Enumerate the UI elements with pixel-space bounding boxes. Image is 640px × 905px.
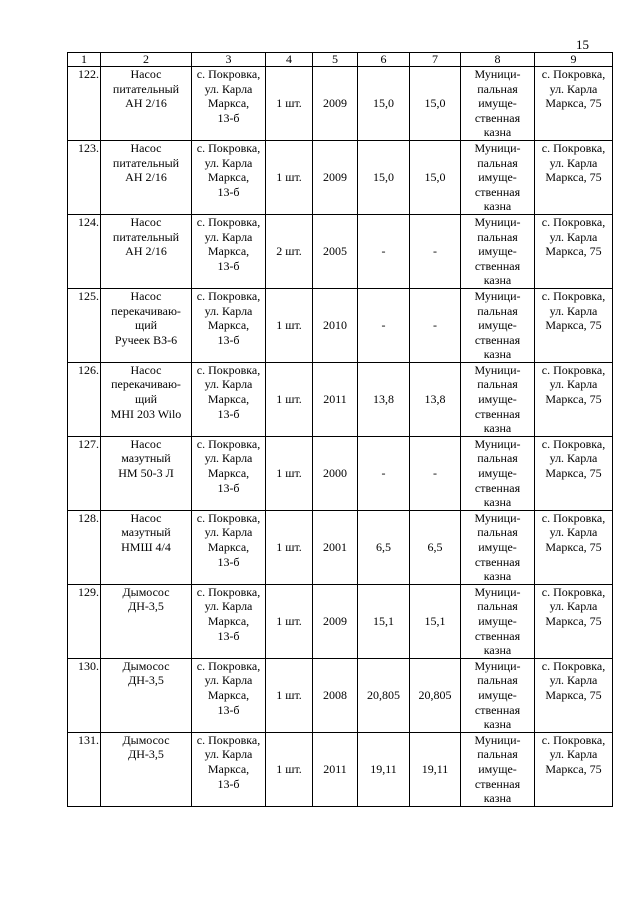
address-line: с. Покровка,	[196, 140, 261, 155]
owner-line: имуще-	[478, 244, 517, 259]
address-cell	[192, 510, 266, 584]
location-line: ул. Карла	[549, 747, 598, 762]
value-cell: -	[358, 214, 410, 288]
owner-cell	[461, 584, 535, 658]
item-name-line: Дымосос	[122, 658, 170, 673]
item-name-cell	[101, 584, 192, 658]
inventory-table	[67, 52, 613, 807]
address-line: ул. Карла	[204, 673, 253, 688]
address-line: ул. Карла	[204, 81, 253, 96]
item-name-line: Дымосос	[122, 584, 170, 599]
item-name-cell	[101, 362, 192, 436]
location-line: с. Покровка,	[541, 584, 606, 599]
owner-cell	[461, 67, 535, 141]
table-row	[68, 436, 613, 510]
address-cell	[192, 584, 266, 658]
header-cell: 7	[410, 53, 461, 67]
year-cell: 2001	[313, 510, 358, 584]
value-cell: 13,8	[358, 362, 410, 436]
item-name-line: MHI 203 Wilo	[110, 406, 182, 421]
table-row	[68, 658, 613, 732]
owner-line: имуще-	[478, 761, 517, 776]
table-row	[68, 214, 613, 288]
address-line: Маркса,	[207, 96, 250, 111]
location-line: Маркса, 75	[545, 687, 602, 702]
address-line: Маркса,	[207, 170, 250, 185]
residual-value-cell: 15,1	[410, 584, 461, 658]
table-row	[68, 510, 613, 584]
address-line: 13-б	[217, 184, 240, 199]
residual-value-cell: -	[410, 214, 461, 288]
address-line: 13-б	[217, 110, 240, 125]
location-line: с. Покровка,	[541, 658, 606, 673]
location-cell	[535, 732, 613, 806]
owner-line: ственная	[474, 554, 521, 569]
item-name-line: Насос	[130, 510, 162, 525]
item-name-line: Насос	[130, 214, 162, 229]
quantity-cell: 1 шт.	[266, 510, 313, 584]
owner-line: ственная	[474, 480, 521, 495]
address-line: с. Покровка,	[196, 288, 261, 303]
row-number-cell: 124.	[68, 214, 101, 288]
location-line: с. Покровка,	[541, 140, 606, 155]
location-line: ул. Карла	[549, 81, 598, 96]
row-number-cell: 128.	[68, 510, 101, 584]
location-line: Маркса, 75	[545, 244, 602, 259]
address-line: с. Покровка,	[196, 732, 261, 747]
year-cell: 2011	[313, 362, 358, 436]
table-body	[68, 53, 613, 807]
location-line: с. Покровка,	[541, 67, 606, 81]
address-line: ул. Карла	[204, 155, 253, 170]
address-line: 13-б	[217, 258, 240, 273]
residual-value-cell: 13,8	[410, 362, 461, 436]
item-name-line: ДН-3,5	[128, 599, 164, 614]
table-row	[68, 732, 613, 806]
address-cell	[192, 658, 266, 732]
location-line: Маркса, 75	[545, 96, 602, 111]
item-name-line: НМШ 4/4	[121, 540, 171, 554]
residual-value-cell: 6,5	[410, 510, 461, 584]
location-line: с. Покровка,	[541, 510, 606, 525]
year-cell: 2011	[313, 732, 358, 806]
location-line: с. Покровка,	[541, 214, 606, 229]
address-line: с. Покровка,	[196, 658, 261, 673]
location-cell	[535, 584, 613, 658]
address-line: с. Покровка,	[196, 67, 261, 81]
item-name-cell	[101, 732, 192, 806]
item-name-cell	[101, 436, 192, 510]
owner-line: казна	[483, 643, 512, 658]
address-line: с. Покровка,	[196, 436, 261, 451]
address-line: Маркса,	[207, 687, 250, 702]
location-cell	[535, 288, 613, 362]
address-line: Маркса,	[207, 613, 250, 628]
address-line: 13-б	[217, 406, 240, 421]
residual-value-cell: 19,11	[410, 732, 461, 806]
location-line: ул. Карла	[549, 451, 598, 466]
location-line: ул. Карла	[549, 673, 598, 688]
item-name-line: Насос	[130, 140, 162, 155]
address-line: ул. Карла	[204, 599, 253, 614]
residual-value-cell: -	[410, 288, 461, 362]
address-cell	[192, 67, 266, 141]
address-line: ул. Карла	[204, 525, 253, 540]
location-line: ул. Карла	[549, 303, 598, 318]
owner-line: ственная	[474, 628, 521, 643]
item-name-line: АН 2/16	[125, 96, 167, 111]
owner-line: пальная	[477, 747, 518, 762]
address-cell	[192, 732, 266, 806]
address-line: 13-б	[217, 480, 240, 495]
item-name-line: ДН-3,5	[128, 673, 164, 688]
owner-cell	[461, 214, 535, 288]
year-cell: 2000	[313, 436, 358, 510]
address-line: 13-б	[217, 702, 240, 717]
location-line: Маркса, 75	[545, 466, 602, 481]
address-line: 13-б	[217, 554, 240, 569]
address-cell	[192, 436, 266, 510]
value-cell: 20,805	[358, 658, 410, 732]
address-line: ул. Карла	[204, 377, 253, 392]
item-name-line: перекачиваю-	[111, 377, 181, 392]
address-line: Маркса,	[207, 392, 250, 407]
row-number-cell: 131.	[68, 732, 101, 806]
address-cell	[192, 362, 266, 436]
location-line: с. Покровка,	[541, 436, 606, 451]
location-line: ул. Карла	[549, 155, 598, 170]
header-cell: 9	[535, 53, 613, 67]
row-number-cell: 122.	[68, 67, 101, 141]
item-name-line: мазутный	[121, 451, 171, 466]
owner-line: пальная	[477, 673, 518, 688]
item-name-line: Насос	[130, 288, 162, 303]
item-name-line: Насос	[130, 436, 162, 451]
owner-line: Муници-	[474, 732, 521, 747]
address-line: Маркса,	[207, 244, 250, 259]
item-name-line: щий	[134, 392, 158, 407]
table-row	[68, 288, 613, 362]
item-name-line: мазутный	[121, 525, 171, 540]
value-cell: 19,11	[358, 732, 410, 806]
address-line: ул. Карла	[204, 229, 253, 244]
quantity-cell: 1 шт.	[266, 288, 313, 362]
item-name-line: АН 2/16	[125, 170, 167, 185]
item-name-cell	[101, 658, 192, 732]
owner-cell	[461, 288, 535, 362]
owner-line: казна	[483, 199, 512, 214]
item-name-line: Дымосос	[122, 732, 170, 747]
owner-line: казна	[483, 273, 512, 288]
owner-line: имуще-	[478, 687, 517, 702]
owner-line: имуще-	[478, 318, 517, 333]
owner-line: казна	[483, 495, 512, 510]
item-name-line: Ручеек ВЗ-6	[114, 332, 178, 347]
quantity-cell: 2 шт.	[266, 214, 313, 288]
owner-line: казна	[483, 421, 512, 436]
year-cell: 2009	[313, 140, 358, 214]
location-line: с. Покровка,	[541, 362, 606, 377]
address-line: Маркса,	[207, 761, 250, 776]
row-number-cell: 129.	[68, 584, 101, 658]
address-line: ул. Карла	[204, 303, 253, 318]
owner-line: казна	[483, 717, 512, 732]
owner-line: имуще-	[478, 466, 517, 481]
address-cell	[192, 214, 266, 288]
address-line: Маркса,	[207, 540, 250, 554]
location-line: Маркса, 75	[545, 540, 602, 554]
location-cell	[535, 214, 613, 288]
year-cell: 2008	[313, 658, 358, 732]
owner-line: пальная	[477, 599, 518, 614]
header-row	[68, 53, 613, 67]
item-name-cell	[101, 288, 192, 362]
owner-line: Муници-	[474, 362, 521, 377]
value-cell: 15,1	[358, 584, 410, 658]
location-line: ул. Карла	[549, 599, 598, 614]
item-name-cell	[101, 140, 192, 214]
item-name-line: Насос	[130, 362, 162, 377]
address-line: 13-б	[217, 776, 240, 791]
owner-cell	[461, 732, 535, 806]
quantity-cell: 1 шт.	[266, 658, 313, 732]
location-line: с. Покровка,	[541, 732, 606, 747]
value-cell: 15,0	[358, 140, 410, 214]
quantity-cell: 1 шт.	[266, 584, 313, 658]
owner-cell	[461, 140, 535, 214]
residual-value-cell: 15,0	[410, 140, 461, 214]
owner-line: пальная	[477, 377, 518, 392]
location-line: ул. Карла	[549, 525, 598, 540]
location-line: с. Покровка,	[541, 288, 606, 303]
quantity-cell: 1 шт.	[266, 362, 313, 436]
item-name-line: Насос	[130, 67, 162, 81]
table-row	[68, 584, 613, 658]
owner-line: ственная	[474, 406, 521, 421]
location-cell	[535, 436, 613, 510]
location-cell	[535, 140, 613, 214]
location-line: Маркса, 75	[545, 392, 602, 407]
owner-line: казна	[483, 347, 512, 362]
location-line: ул. Карла	[549, 377, 598, 392]
owner-line: Муници-	[474, 288, 521, 303]
item-name-line: ДН-3,5	[128, 747, 164, 762]
quantity-cell: 1 шт.	[266, 436, 313, 510]
address-line: Маркса,	[207, 318, 250, 333]
year-cell: 2010	[313, 288, 358, 362]
owner-cell	[461, 362, 535, 436]
year-cell: 2005	[313, 214, 358, 288]
item-name-line: питательный	[112, 155, 180, 170]
location-cell	[535, 510, 613, 584]
residual-value-cell: 15,0	[410, 67, 461, 141]
owner-line: пальная	[477, 81, 518, 96]
owner-line: имуще-	[478, 170, 517, 185]
owner-cell	[461, 658, 535, 732]
owner-line: имуще-	[478, 96, 517, 111]
location-line: Маркса, 75	[545, 318, 602, 333]
owner-line: имуще-	[478, 540, 517, 554]
location-cell	[535, 67, 613, 141]
value-cell: -	[358, 288, 410, 362]
owner-line: ственная	[474, 110, 521, 125]
item-name-line: щий	[134, 318, 158, 333]
address-line: с. Покровка,	[196, 362, 261, 377]
owner-line: Муници-	[474, 510, 521, 525]
address-line: ул. Карла	[204, 451, 253, 466]
header-cell: 1	[68, 53, 101, 67]
address-line: с. Покровка,	[196, 584, 261, 599]
owner-line: казна	[483, 569, 512, 584]
owner-line: казна	[483, 125, 512, 140]
row-number-cell: 125.	[68, 288, 101, 362]
owner-line: Муници-	[474, 214, 521, 229]
address-cell	[192, 288, 266, 362]
item-name-cell	[101, 510, 192, 584]
header-cell: 2	[101, 53, 192, 67]
header-cell: 8	[461, 53, 535, 67]
address-line: 13-б	[217, 332, 240, 347]
owner-line: ственная	[474, 332, 521, 347]
value-cell: -	[358, 436, 410, 510]
quantity-cell: 1 шт.	[266, 732, 313, 806]
owner-line: Муници-	[474, 140, 521, 155]
row-number-cell: 127.	[68, 436, 101, 510]
owner-line: ственная	[474, 776, 521, 791]
owner-line: пальная	[477, 303, 518, 318]
header-cell: 6	[358, 53, 410, 67]
address-cell	[192, 140, 266, 214]
owner-line: пальная	[477, 229, 518, 244]
table-row	[68, 67, 613, 141]
item-name-cell	[101, 214, 192, 288]
year-cell: 2009	[313, 584, 358, 658]
owner-line: ственная	[474, 184, 521, 199]
residual-value-cell: 20,805	[410, 658, 461, 732]
owner-line: Муници-	[474, 67, 521, 81]
item-name-cell	[101, 67, 192, 141]
owner-line: пальная	[477, 525, 518, 540]
table-row	[68, 362, 613, 436]
value-cell: 6,5	[358, 510, 410, 584]
quantity-cell: 1 шт.	[266, 67, 313, 141]
table-row	[68, 140, 613, 214]
address-line: с. Покровка,	[196, 214, 261, 229]
address-line: Маркса,	[207, 466, 250, 481]
value-cell: 15,0	[358, 67, 410, 141]
residual-value-cell: -	[410, 436, 461, 510]
owner-line: Муници-	[474, 436, 521, 451]
row-number-cell: 123.	[68, 140, 101, 214]
row-number-cell: 130.	[68, 658, 101, 732]
item-name-line: АН 2/16	[125, 244, 167, 259]
owner-line: пальная	[477, 451, 518, 466]
address-line: 13-б	[217, 628, 240, 643]
address-line: с. Покровка,	[196, 510, 261, 525]
owner-line: пальная	[477, 155, 518, 170]
page-number: 15	[576, 37, 589, 52]
location-line: Маркса, 75	[545, 761, 602, 776]
location-cell	[535, 362, 613, 436]
item-name-line: НМ 50-3 Л	[118, 466, 174, 481]
location-line: ул. Карла	[549, 229, 598, 244]
item-name-line: питательный	[112, 229, 180, 244]
owner-line: имуще-	[478, 392, 517, 407]
year-cell: 2009	[313, 67, 358, 141]
address-line: ул. Карла	[204, 747, 253, 762]
owner-line: казна	[483, 791, 512, 806]
location-line: Маркса, 75	[545, 170, 602, 185]
item-name-line: перекачиваю-	[111, 303, 181, 318]
location-line: Маркса, 75	[545, 613, 602, 628]
owner-cell	[461, 510, 535, 584]
header-cell: 5	[313, 53, 358, 67]
owner-line: Муници-	[474, 584, 521, 599]
quantity-cell: 1 шт.	[266, 140, 313, 214]
row-number-cell: 126.	[68, 362, 101, 436]
owner-line: ственная	[474, 702, 521, 717]
item-name-line: питательный	[112, 81, 180, 96]
owner-line: Муници-	[474, 658, 521, 673]
owner-cell	[461, 436, 535, 510]
header-cell: 4	[266, 53, 313, 67]
location-cell	[535, 658, 613, 732]
owner-line: имуще-	[478, 613, 517, 628]
header-cell: 3	[192, 53, 266, 67]
owner-line: ственная	[474, 258, 521, 273]
